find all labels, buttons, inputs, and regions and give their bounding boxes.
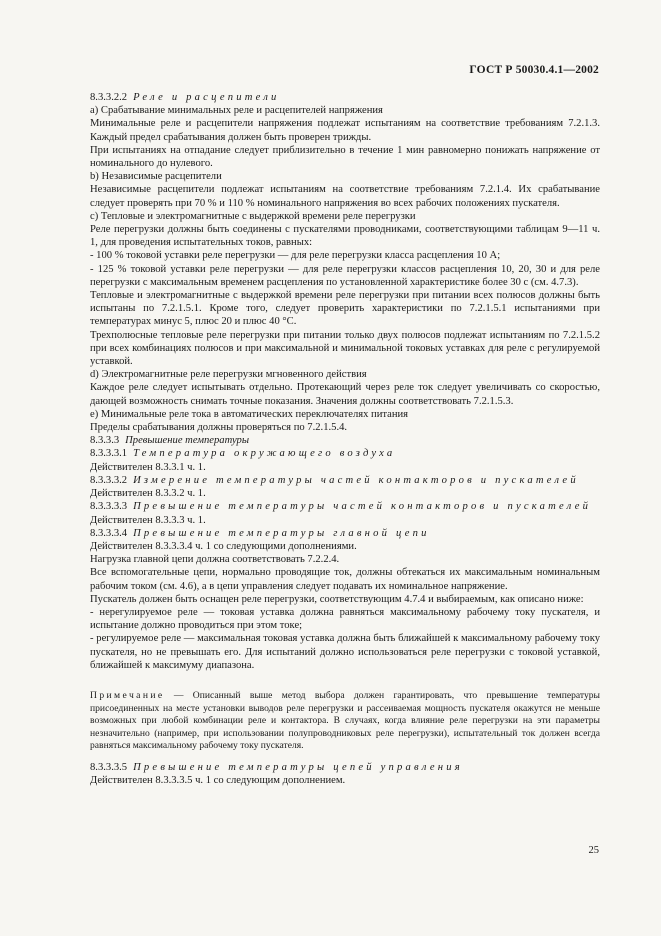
note-block bbox=[90, 690, 600, 753]
paragraph: При испытаниях на отпадание следует приблизительно в течение 1 мин равномерно понижать напряжение от номинального до нулевого. bbox=[90, 144, 600, 170]
paragraph: d) Электромагнитные реле перегрузки мгновенного действия bbox=[90, 369, 367, 381]
paragraph: Действителен 8.3.3.3.5 ч. 1 со следующим дополнением. bbox=[90, 775, 346, 787]
section-heading bbox=[90, 91, 600, 104]
section-title: Реле и расцепители bbox=[133, 92, 280, 103]
section-number: 8.3.3.3.4 bbox=[90, 527, 128, 539]
paragraph: Все вспомогательные цепи, нормально проводящие ток, должны обтекаться их максимальным номинальным рабочим током (см. 4.6), а в цепи управления следует подавать их номинальное напряжение. bbox=[90, 567, 600, 592]
paragraph: Нагрузка главной цепи должна соответствовать 7.2.2.4. bbox=[90, 554, 340, 566]
section-title: Превышение температуры частей контакторов и пускателей bbox=[133, 501, 592, 513]
paragraph: а) Срабатывание минимальных реле и расцепителей напряжения bbox=[90, 105, 383, 117]
section-heading bbox=[90, 474, 600, 487]
paragraph: Каждое реле следует испытывать отдельно. Протекающий через реле ток следует увеличивать со скоростью, дающей возможность снимать точные показания. Значения должны соответствовать 7.2.1.5.3. bbox=[90, 382, 600, 407]
section-number: 8.3.3.3 bbox=[90, 435, 120, 447]
paragraph: Пускатель должен быть оснащен реле перегрузки, соответствующим 4.7.4 и выбираемым, как описано ниже: bbox=[90, 593, 584, 605]
document-header: ГОСТ Р 50030.4.1—2002 bbox=[469, 64, 599, 76]
document-body bbox=[90, 91, 600, 787]
paragraph: Тепловые и электромагнитные с выдержкой времени реле перегрузки при питании всех полюсов должны быть испытаны по 7.2.1.5.1. Кроме того, следует проверить характеристики по 7.2.1.5.1 испытаниями при температурах минус 5, плюс 20 и плюс 40 °С. bbox=[90, 290, 600, 328]
section-number: 8.3.3.3.2 bbox=[90, 474, 128, 486]
paragraph: b) Независимые расцепители bbox=[90, 171, 222, 183]
paragraph: Независимые расцепители подлежат испытаниям на соответствие требованиям 7.2.1.4. Их срабатывание следует проверять при 70 % и 110 % номинального напряжения во всех рабочих положениях пускателя. bbox=[90, 184, 600, 209]
section-heading bbox=[90, 500, 600, 513]
paragraph: Реле перегрузки должны быть соединены с пускателями проводниками, соответствующими таблицам 9—11 ч. 1, для проведения испытательных токов, равных: bbox=[90, 224, 600, 249]
paragraph: Минимальные реле и расцепители напряжения подлежат испытаниям на соответствие требованиям 7.2.1.3. Каждый предел срабатывания должен быть проверен трижды. bbox=[90, 118, 600, 143]
section-number: 8.3.3.3.1 bbox=[90, 448, 128, 460]
section-title: Температура окружающего воздуха bbox=[133, 448, 396, 460]
paragraph: Пределы срабатывания должны проверяться по 7.2.1.5.4. bbox=[90, 422, 348, 434]
section-heading bbox=[90, 527, 600, 540]
section-heading bbox=[90, 447, 600, 460]
paragraph: с) Тепловые и электромагнитные с выдержкой времени реле перегрузки bbox=[90, 210, 416, 222]
paragraph: - 100 % токовой уставки реле перегрузки — для реле перегрузки класса расцепления 10 А; bbox=[90, 250, 501, 262]
note-label: Примечание bbox=[90, 689, 165, 701]
section-title: Измерение температуры частей контакторов и пускателей bbox=[133, 474, 579, 486]
section-title: Превышение температуры цепей управления bbox=[133, 761, 463, 773]
paragraph: Действителен 8.3.3.3.4 ч. 1 со следующими дополнениями. bbox=[90, 540, 357, 552]
section-heading bbox=[90, 761, 600, 774]
paragraph: Действителен 8.3.3.2 ч. 1. bbox=[90, 488, 206, 500]
section-number: 8.3.3.3.3 bbox=[90, 501, 128, 513]
paragraph: Трехполюсные тепловые реле перегрузки при питании только двух полюсов подлежат испытаниям по 7.2.1.5.2 при всех комбинациях полюсов и при максимальной и минимальной токовых уставках для реле с регулируемой уставкой. bbox=[90, 329, 600, 368]
paragraph: Действителен 8.3.3.3 ч. 1. bbox=[90, 514, 206, 526]
section-number: 8.3.3.3.5 bbox=[90, 761, 128, 773]
section-heading bbox=[90, 434, 600, 447]
paragraph: - регулируемое реле — максимальная токовая уставка должна быть ближайшей к максимальному рабочему току пускателя, но не превышать его. Для испытаний должно использоваться реле перегрузки с токовой уставкой, ближайшей к максимуму диапазона. bbox=[90, 633, 600, 671]
paragraph-list bbox=[90, 91, 600, 672]
section-title: Превышение температуры bbox=[125, 435, 250, 447]
page-number: 25 bbox=[588, 845, 599, 856]
paragraph: Действителен 8.3.3.1 ч. 1. bbox=[90, 461, 206, 473]
paragraph: - 125 % токовой уставки реле перегрузки — для реле перегрузки классов расцепления 10, 20, 30 и для реле перегрузки с максимальным временем расцепления по установленной характеристике более 30 с (см. 4.7.3). bbox=[90, 263, 600, 288]
section-title: Превышение температуры главной цепи bbox=[133, 527, 430, 539]
section-number: 8.3.3.2.2 bbox=[90, 92, 128, 103]
note-text: — Описанный выше метод выбора должен гарантировать, что превышение температуры присоединенных на месте установки выводов реле перегрузки и рассеиваемая мощность пускателя окажутся не меньше возможных при любой комбинации реле и контактора. В случаях, когда влияние реле перегрузки на эти параметры незначительно (например, при использовании полупроводниковых реле перегрузки), испытательный ток должен всегда равняться максимальному рабочему току пускателя. bbox=[90, 689, 600, 752]
paragraph: - нерегулируемое реле — токовая уставка должна равняться максимальному рабочему току пускателя, и испытание должно проводиться при этом токе; bbox=[90, 606, 600, 632]
tail-paragraphs bbox=[90, 761, 600, 787]
paragraph: е) Минимальные реле тока в автоматических переключателях питания bbox=[90, 408, 409, 420]
